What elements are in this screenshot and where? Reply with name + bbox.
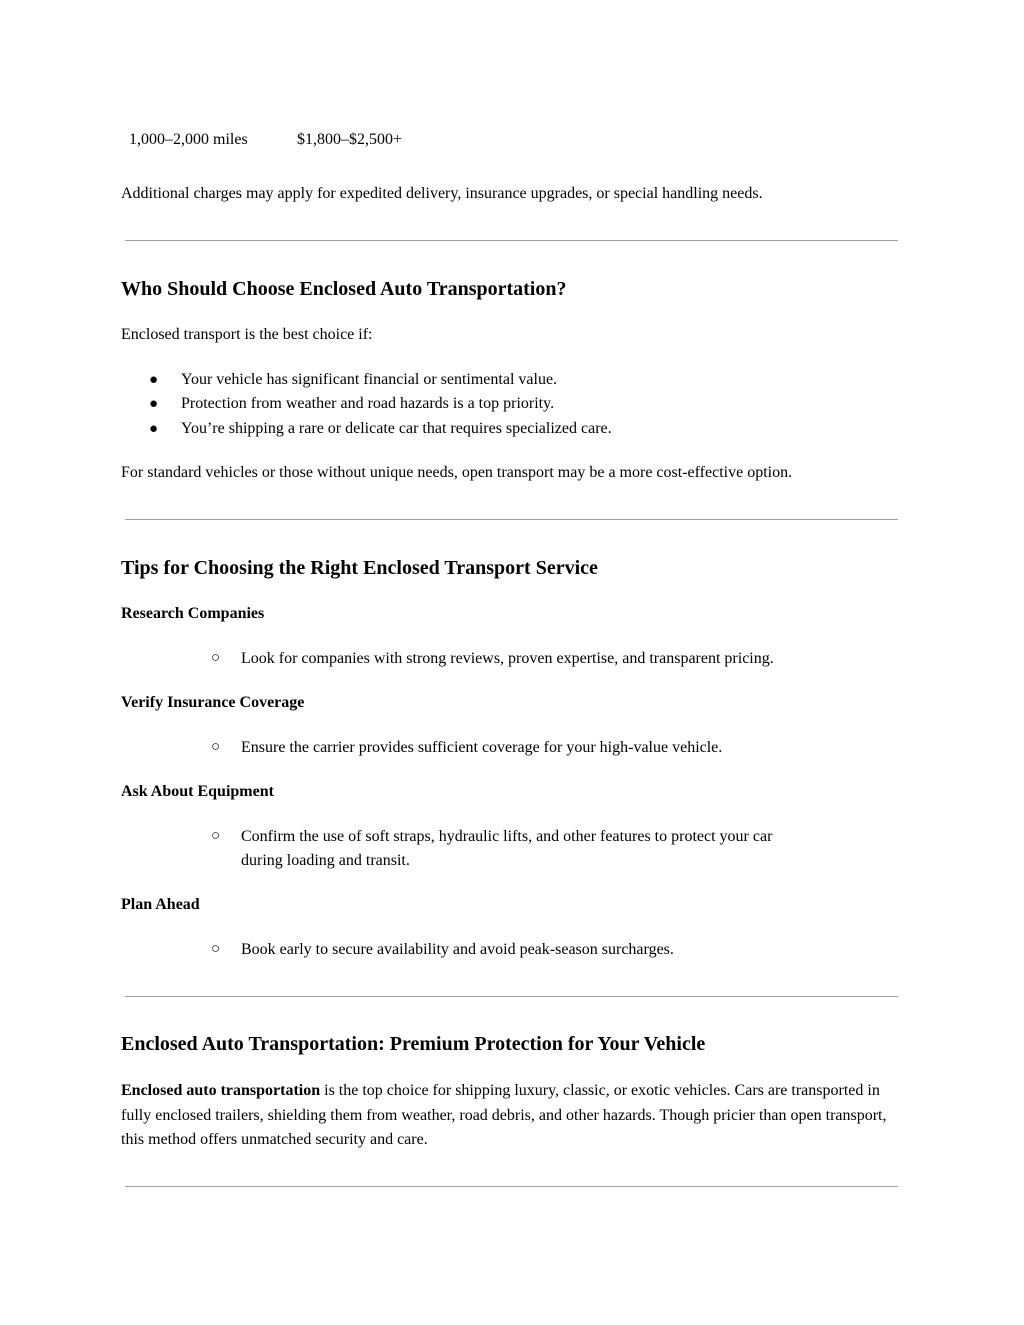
tip-bullet: Ensure the carrier provides sufficient coverage for your high-value vehicle. xyxy=(241,739,723,756)
tip-title: Plan Ahead xyxy=(121,896,200,913)
divider xyxy=(125,996,898,997)
price-row-distance: 1,000–2,000 miles xyxy=(129,131,248,148)
price-row-price: $1,800–$2,500+ xyxy=(297,131,403,148)
who-section-heading: Who Should Choose Enclosed Auto Transportation? xyxy=(121,278,567,300)
tips-section-heading: Tips for Choosing the Right Enclosed Transport Service xyxy=(121,557,598,579)
premium-section-heading: Enclosed Auto Transportation: Premium Protection for Your Vehicle xyxy=(121,1033,706,1055)
bullet-dot: ● xyxy=(149,372,159,388)
list-item: You’re shipping a rare or delicate car that requires specialized care. xyxy=(181,420,612,437)
divider xyxy=(125,1186,898,1187)
list-item: Protection from weather and road hazards is a top priority. xyxy=(181,395,555,412)
tip-bullet: Book early to secure availability and avoid peak-season surcharges. xyxy=(241,941,674,958)
premium-bold-lead: Enclosed auto transportation xyxy=(121,1082,321,1099)
tip-bullet-line: Confirm the use of soft straps, hydraulic lifts, and other features to protect your car xyxy=(241,828,773,845)
list-item: Your vehicle has significant financial or sentimental value. xyxy=(181,371,558,388)
tip-title: Verify Insurance Coverage xyxy=(121,694,305,711)
tip-bullet-line: during loading and transit. xyxy=(241,852,410,869)
additional-charges-note: Additional charges may apply for expedited delivery, insurance upgrades, or special handling needs. xyxy=(121,185,763,202)
sub-bullet-circle: ○ xyxy=(211,650,221,666)
divider xyxy=(125,240,898,241)
tip-title: Research Companies xyxy=(121,605,265,622)
bullet-dot: ● xyxy=(149,396,159,412)
sub-bullet-circle: ○ xyxy=(211,739,221,755)
divider xyxy=(125,519,898,520)
who-section-intro: Enclosed transport is the best choice if: xyxy=(121,326,373,343)
premium-section-paragraph xyxy=(121,1079,911,1153)
sub-bullet-circle: ○ xyxy=(211,828,221,844)
sub-bullet-circle: ○ xyxy=(211,941,221,957)
tip-bullet: Look for companies with strong reviews, proven expertise, and transparent pricing. xyxy=(241,650,774,667)
tip-title: Ask About Equipment xyxy=(121,783,274,800)
bullet-dot: ● xyxy=(149,421,159,437)
premium-paragraph-text: is the top choice for shipping luxury, classic, or exotic vehicles. Cars are transported in fully enclosed trailers, shielding them from weather, road debris, and other hazards. Though pricier than open transport, this method offers unmatched security and care. xyxy=(121,1082,887,1148)
who-section-closing: For standard vehicles or those without unique needs, open transport may be a more cost-effective option. xyxy=(121,464,793,481)
